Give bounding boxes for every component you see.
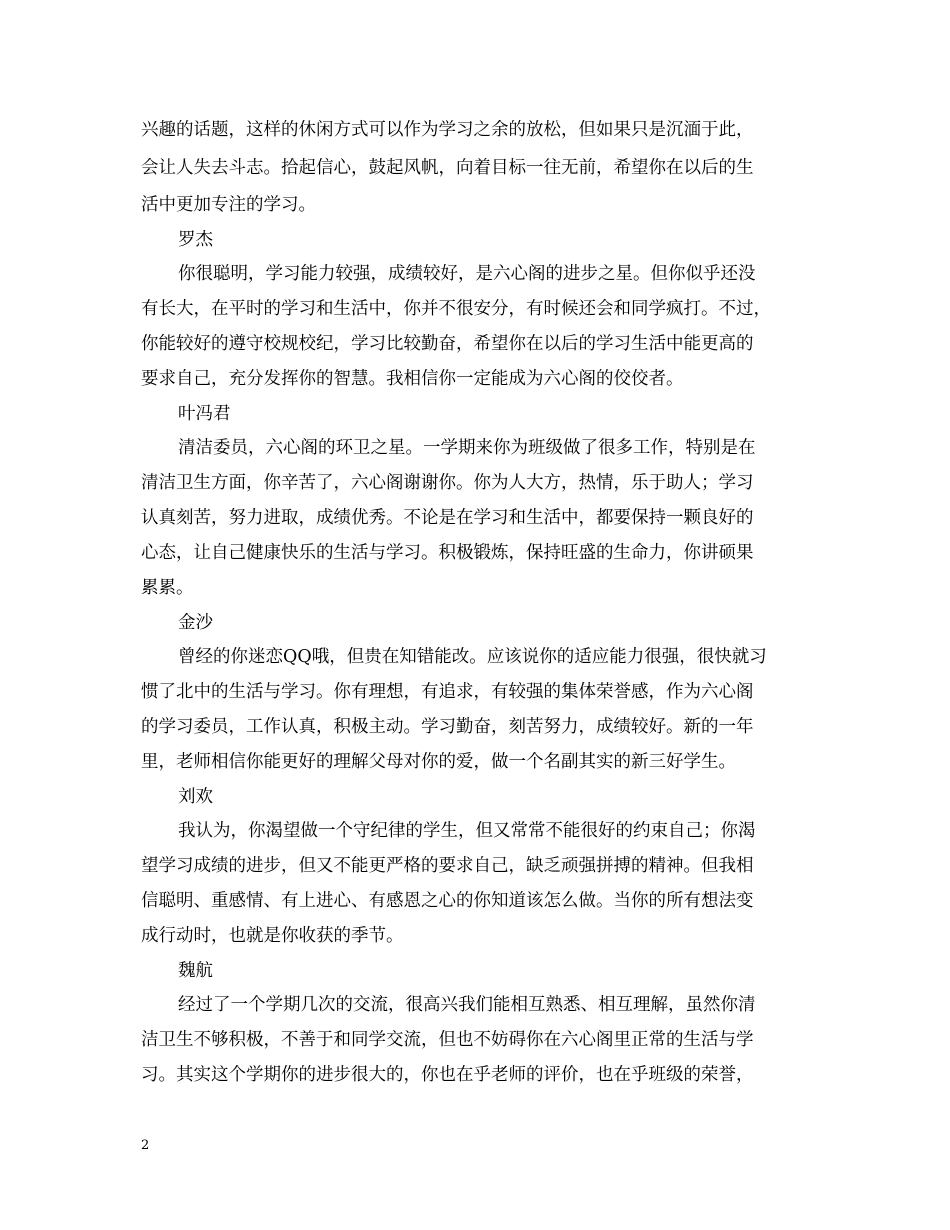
body-text-line: 我认为，你渴望做一个守纪律的学生，但又常常不能很好的约束自己；你渴 xyxy=(178,821,756,841)
body-text-line: 望学习成绩的进步，但又不能更严格的要求自己，缺乏顽强拼搏的精神。但我相 xyxy=(141,856,754,876)
body-text-line: 清洁卫生方面，你辛苦了，六心阁谢谢你。你为人大方，热情，乐于助人；学习 xyxy=(141,473,754,493)
body-text-line: 兴趣的话题，这样的休闲方式可以作为学习之余的放松，但如果只是沉湎于此， xyxy=(141,120,754,140)
body-text-line: 你能较好的遵守校规校纪，学习比较勤奋，希望你在以后的学习生活中能更高的 xyxy=(141,334,754,354)
body-text-line: 里，老师相信你能更好的理解父母对你的爱，做一个名副其实的新三好学生。 xyxy=(141,752,736,772)
body-text-line: 习。其实这个学期你的进步很大的，你也在乎老师的评价，也在乎班级的荣誉， xyxy=(141,1065,754,1085)
body-text-line: 成行动时，也就是你收获的季节。 xyxy=(141,926,404,946)
body-text-line: 的学习委员，工作认真，积极主动。学习勤奋，刻苦努力，成绩较好。新的一年 xyxy=(141,717,754,737)
student-name-heading: 金沙 xyxy=(178,613,213,633)
body-text-line: 要求自己，充分发挥你的智慧。我相信你一定能成为六心阁的佼佼者。 xyxy=(141,369,684,389)
body-text-line: 认真刻苦，努力进取，成绩优秀。不论是在学习和生活中，都要保持一颗良好的 xyxy=(141,508,754,528)
body-text-line: 曾经的你迷恋QQ哦，但贵在知错能改。应该说你的适应能力很强，很快就习 xyxy=(178,647,767,667)
body-text-line: 活中更加专注的学习。 xyxy=(141,195,316,215)
body-text-line: 累累。 xyxy=(141,578,194,598)
student-name-heading: 罗杰 xyxy=(178,230,213,250)
student-name-heading: 刘欢 xyxy=(178,787,213,807)
body-text-line: 洁卫生不够积极，不善于和同学交流，但也不妨碍你在六心阁里正常的生活与学 xyxy=(141,1030,754,1050)
body-text-line: 清洁委员，六心阁的环卫之星。一学期来你为班级做了很多工作，特别是在 xyxy=(178,438,756,458)
body-text-line: 会让人失去斗志。拾起信心，鼓起风帆，向着目标一往无前，希望你在以后的生 xyxy=(141,158,754,178)
student-name-heading: 魏航 xyxy=(178,961,213,981)
body-text-line: 心态，让自己健康快乐的生活与学习。积极锻炼，保持旺盛的生命力，你讲硕果 xyxy=(141,543,754,563)
body-text-line: 惯了北中的生活与学习。你有理想，有追求，有较强的集体荣誉感，作为六心阁 xyxy=(141,682,754,702)
page-number: 2 xyxy=(141,1138,150,1153)
body-text-line: 经过了一个学期几次的交流，很高兴我们能相互熟悉、相互理解，虽然你清 xyxy=(178,995,756,1015)
body-text-line: 有长大，在平时的学习和生活中，你并不很安分，有时候还会和同学疯打。不过， xyxy=(141,299,771,319)
body-text-line: 信聪明、重感情、有上进心、有感恩之心的你知道该怎么做。当你的所有想法变 xyxy=(141,891,754,911)
student-name-heading: 叶冯君 xyxy=(178,404,231,424)
body-text-line: 你很聪明，学习能力较强，成绩较好，是六心阁的进步之星。但你似乎还没 xyxy=(178,264,756,284)
